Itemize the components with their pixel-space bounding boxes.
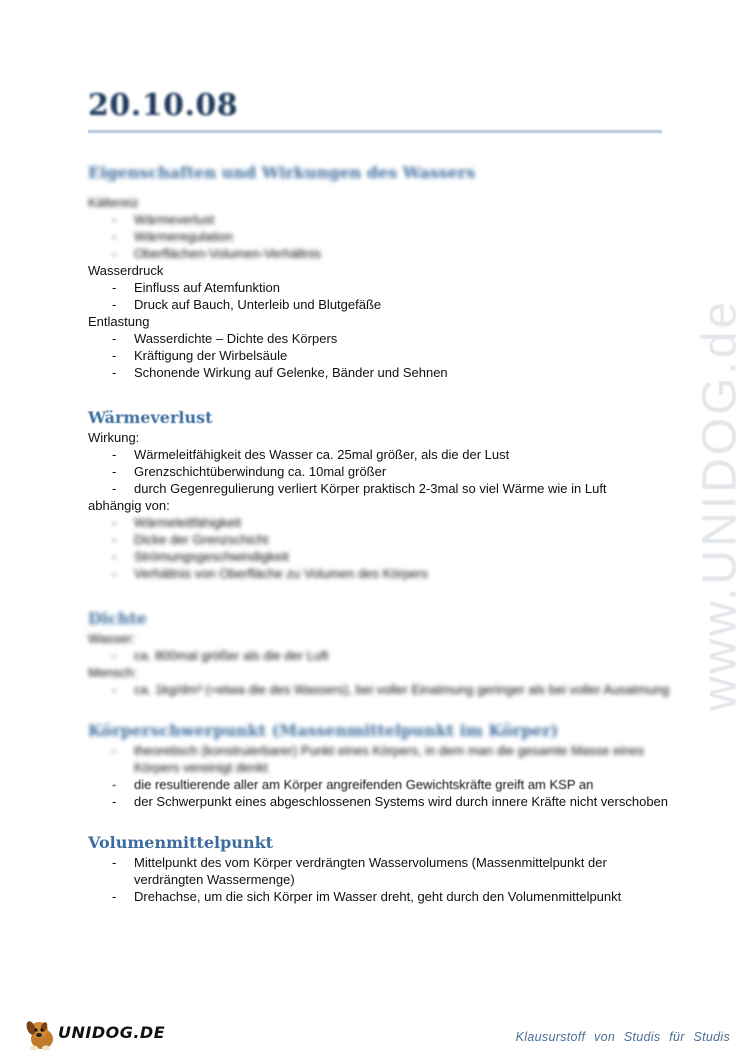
list-item: - Einfluss auf Atemfunktion <box>108 279 678 296</box>
section-dichte <box>88 608 678 698</box>
list-item: - Wärmeregulation <box>108 228 678 245</box>
list-item: - Dicke der Grenzschicht <box>108 531 678 548</box>
list-item: - Verhältnis von Oberfläche zu Volumen des Körpers <box>108 565 678 582</box>
list-item: - durch Gegenregulierung verliert Körper praktisch 2-3mal so viel Wärme wie in Luft <box>108 480 678 497</box>
page-title: 20.10.08 <box>88 88 239 123</box>
watermark <box>690 280 750 730</box>
list-item: - Mittelpunkt des vom Körper verdrängten Wasservolumens (Massenmittelpunkt der verdrängten Wassermenge) <box>108 854 678 888</box>
document-body <box>88 162 678 905</box>
label-entlastung: Entlastung <box>88 314 150 329</box>
label-wasser: Wasser: <box>88 631 136 646</box>
list-wasser <box>88 647 678 664</box>
list-item: - Drehachse, um die sich Körper im Wasser dreht, geht durch den Volumenmittelpunkt <box>108 888 678 905</box>
list-item: - Grenzschichtüberwindung ca. 10mal größer <box>108 463 678 480</box>
list-item: - ca. 800mal größer als die der Luft <box>108 647 678 664</box>
list-item: - Wärmeleitfähigkeit des Wasser ca. 25mal größer, als die der Lust <box>108 446 678 463</box>
dog-icon <box>22 1014 62 1054</box>
label-wirkung: Wirkung: <box>88 430 140 445</box>
list-item: - Wärmeleitfähigkeit <box>108 514 678 531</box>
section-heading-waermeverlust: Wärmeverlust <box>88 408 213 427</box>
label-kaeltereiz: Kältereiz <box>88 195 139 210</box>
section-heading-volumen: Volumenmittelpunkt <box>88 833 274 852</box>
list-abhaengig <box>88 514 678 582</box>
label-mensch: Mensch: <box>88 665 138 680</box>
list-entlastung <box>88 330 678 381</box>
list-schwerpunkt <box>88 742 678 810</box>
watermark-text: www.UNIDOG.de <box>693 298 747 712</box>
list-item: - Kräftigung der Wirbelsäule <box>108 347 678 364</box>
list-item: - Strömungsgeschwindigkeit <box>108 548 678 565</box>
label-abhaengig: abhängig von: <box>88 498 170 513</box>
list-item: - Schonende Wirkung auf Gelenke, Bänder und Sehnen <box>108 364 678 381</box>
list-item: - Wasserdichte – Dichte des Körpers <box>108 330 678 347</box>
title-divider <box>88 130 662 133</box>
list-item: - theoretisch (konstruierbarer) Punkt eines Körpers, in dem man die gesamte Masse eines Körpers vereinigt denkt <box>108 742 678 776</box>
footer-brand: UNIDOG.DE <box>58 1023 166 1042</box>
list-item: - die resultierende aller am Körper angreifenden Gewichtskräfte greift am KSP an <box>108 776 678 793</box>
list-wasserdruck <box>88 279 678 313</box>
list-item: - der Schwerpunkt eines abgeschlossenen Systems wird durch innere Kräfte nicht verschoben <box>108 793 678 810</box>
label-wasserdruck: Wasserdruck <box>88 263 164 278</box>
section-heading-eigenschaften: Eigenschaften und Wirkungen des Wassers <box>88 163 476 182</box>
footer-tagline: Klausurstoff von Studis für Studis <box>515 1030 730 1044</box>
list-item: - ca. 1kg/dm³ (=etwa die des Wassers), bei voller Einatmung geringer als bei voller Ausatmung <box>108 681 678 698</box>
list-wirkung <box>88 446 678 497</box>
list-volumen <box>88 854 678 905</box>
section-heading-dichte: Dichte <box>88 609 147 628</box>
list-item: - Oberflächen-Volumen-Verhältnis <box>108 245 678 262</box>
section-heading-schwerpunkt: Körperschwerpunkt (Massenmittelpunkt im Körper) <box>88 721 559 740</box>
list-item: - Druck auf Bauch, Unterleib und Blutgefäße <box>108 296 678 313</box>
list-kaeltereiz <box>88 211 678 262</box>
list-mensch <box>88 681 678 698</box>
list-item: - Wärmeverlust <box>108 211 678 228</box>
